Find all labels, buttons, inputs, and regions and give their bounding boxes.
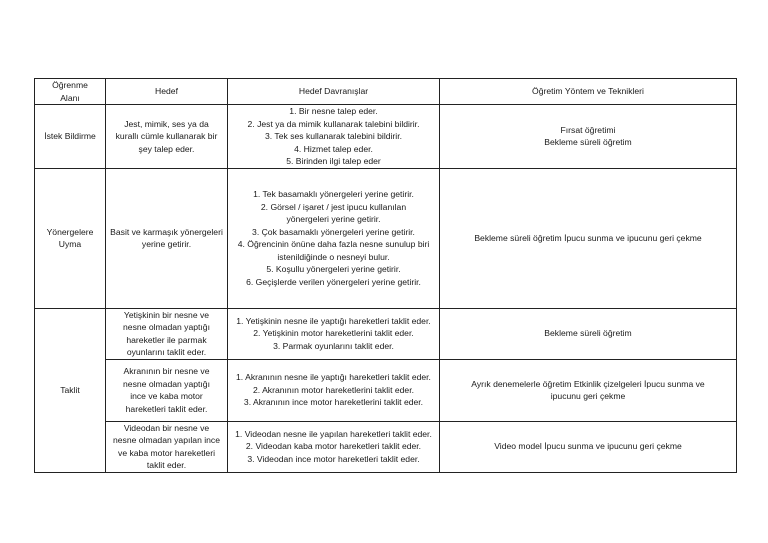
goal-cell: Videodan bir nesne ve nesne olmadan yapılan ince ve kaba motor hareketleri taklit eder. (106, 421, 228, 472)
behavior-item: 1. Bir nesne talep eder. (289, 106, 378, 116)
area-cell: İstek Bildirme (35, 105, 106, 169)
area-cell: Taklit (35, 308, 106, 472)
behavior-item: 2. Akranının motor hareketlerini taklit eder. (253, 384, 414, 395)
behavior-item: 5. Birinden ilgi talep eder (286, 156, 381, 166)
goal-cell: Yetişkinin bir nesne ve nesne olmadan yaptığı hareketler ile parmak oyunlarını taklit eder. (106, 308, 228, 359)
behaviors-cell (228, 168, 440, 308)
goal-cell: Akranının bir nesne ve nesne olmadan yaptığı ince ve kaba motor hareketleri taklit eder. (106, 359, 228, 421)
goal-cell: Basit ve karmaşık yönergeleri yerine getirir. (106, 168, 228, 308)
behavior-item: 2. Görsel / işaret / jest ipucu kullanılan yönergeleri yerine getirir. (260, 201, 407, 224)
behavior-item: 3. Parmak oyunlarını taklit eder. (273, 340, 394, 351)
area-cell: Yönergelere Uyma (35, 168, 106, 308)
methods-cell (440, 105, 737, 169)
behaviors-cell (228, 105, 440, 169)
behavior-item: 1. Videodan nesne ile yapılan hareketleri taklit eder. (235, 428, 432, 439)
header-row (35, 79, 737, 105)
methods-cell (440, 359, 737, 421)
behavior-item: 2. Yetişkinin motor hareketlerini taklit eder. (253, 328, 414, 339)
methods-cell (440, 308, 737, 359)
method-item: Bekleme süreli öğretim İpucu sunma ve ipucunu geri çekme (474, 232, 702, 243)
methods-cell (440, 421, 737, 472)
table-row (35, 308, 737, 359)
table-row (35, 105, 737, 169)
method-item: Ayrık denemelerle öğretim Etkinlik çizelgeleri İpucu sunma ve ipucunu geri çekme (471, 378, 705, 401)
header-target-behaviors: Hedef Davranışlar (228, 79, 440, 105)
behavior-item: 1. Akranının nesne ile yaptığı hareketleri taklit eder. (236, 372, 431, 383)
behavior-item: 1. Yetişkinin nesne ile yaptığı hareketleri taklit eder. (236, 315, 431, 326)
method-item: Fırsat öğretimi (560, 124, 616, 135)
behavior-item: 3. Tek ses kullanarak talebini bildirir. (265, 131, 402, 141)
behavior-item: 1. Tek basamaklı yönergeleri yerine getirir. (253, 189, 414, 199)
behavior-item: 4. Hizmet talep eder. (294, 143, 373, 154)
methods-cell (440, 168, 737, 308)
method-item: Video model İpucu sunma ve ipucunu geri çekme (494, 441, 682, 452)
header-learning-area: Öğrenme Alanı (35, 79, 106, 105)
behavior-item: 3. Videodan ince motor hareketleri taklit eder. (247, 453, 420, 464)
table-row (35, 359, 737, 421)
goal-cell: Jest, mimik, ses ya da kurallı cümle kullanarak bir şey talep eder. (106, 105, 228, 169)
header-teaching-methods: Öğretim Yöntem ve Teknikleri (440, 79, 737, 105)
method-item: Bekleme süreli öğretim (544, 137, 632, 148)
behavior-item: 4. Öğrencinin önüne daha fazla nesne sunulup biri istenildiğinde o nesneyi bulur. (237, 239, 430, 262)
behaviors-cell (228, 421, 440, 472)
behavior-item: 3. Akranının ince motor hareketlerini taklit eder. (243, 397, 424, 408)
behavior-item: 2. Jest ya da mimik kullanarak talebini bildirir. (247, 118, 420, 129)
method-item: Bekleme süreli öğretim (544, 328, 632, 339)
behaviors-cell (228, 308, 440, 359)
behavior-item: 5. Koşullu yönergeleri yerine getirir. (266, 264, 401, 274)
behavior-item: 6. Geçişlerde verilen yönergeleri yerine getirir. (246, 276, 421, 287)
table-row (35, 168, 737, 308)
behavior-item: 3. Çok basamaklı yönergeleri yerine getirir. (252, 226, 415, 237)
behaviors-cell (228, 359, 440, 421)
header-goal: Hedef (106, 79, 228, 105)
behavior-item: 2. Videodan kaba motor hareketleri taklit eder. (245, 441, 422, 452)
curriculum-table (34, 78, 737, 473)
table-row (35, 421, 737, 472)
